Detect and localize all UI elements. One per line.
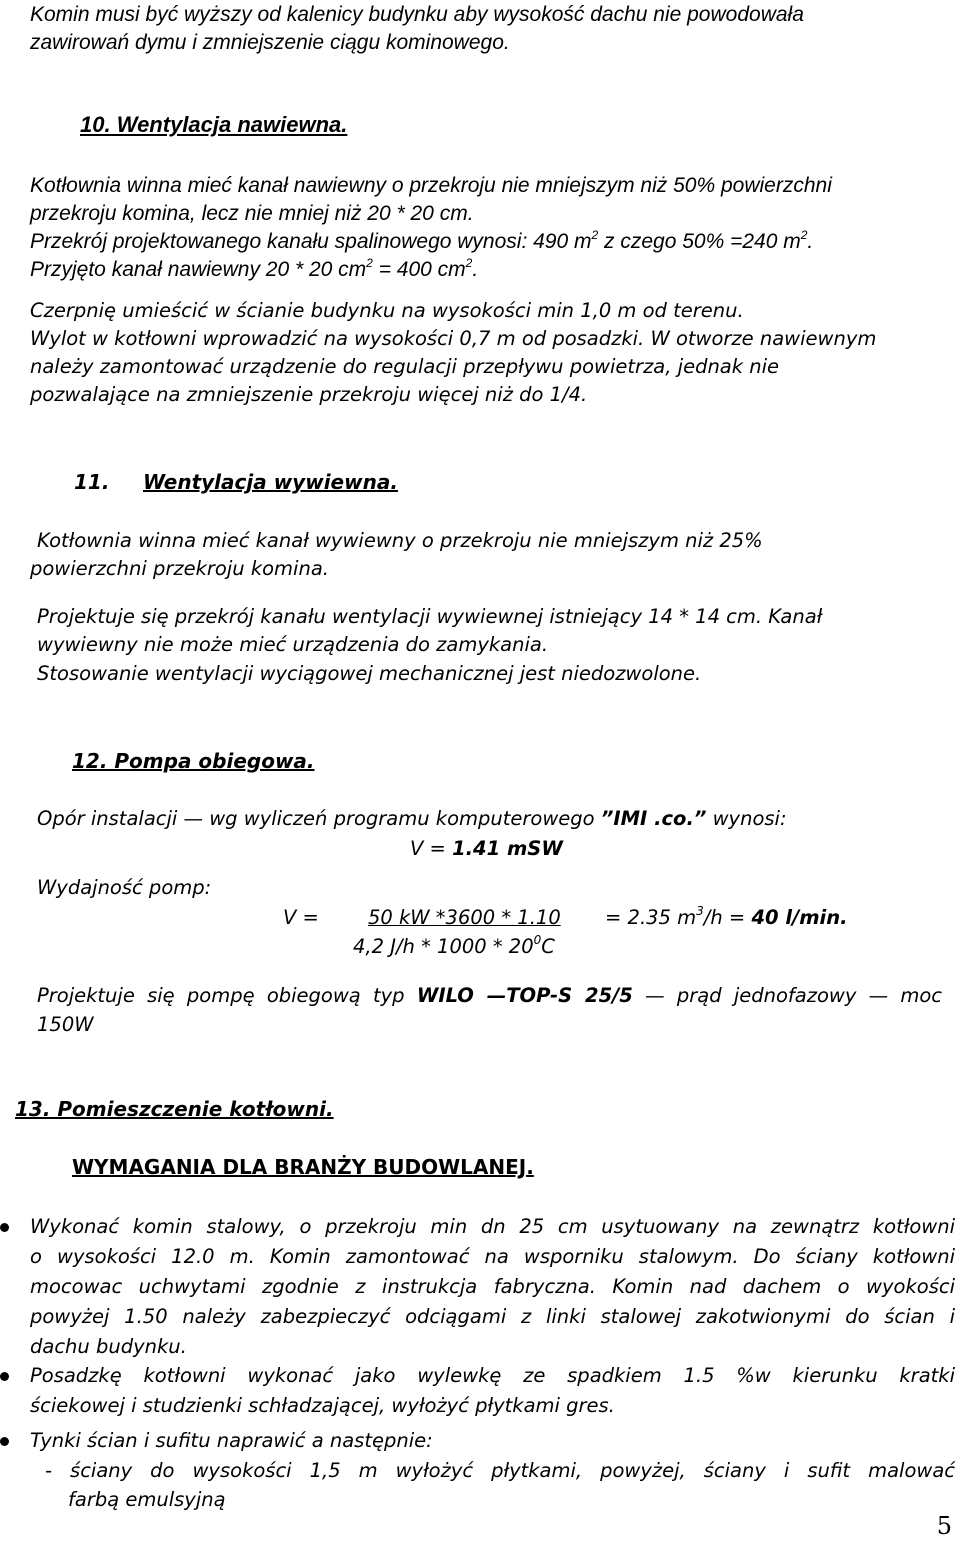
s11-line-4: wywiewny nie może mieć urządzenia do zamykania. (37, 633, 549, 656)
s10-line-2: przekroju komina, lecz nie mniej niż 20 * 20 cm. (30, 202, 474, 225)
bullet-1-line: mocowac uchwytami zgodnie z instrukcja fabryczna. Komin nad dachem o wyokości (30, 1275, 955, 1298)
bullet-2-line: Posadzkę kotłowni wykonać jako wylewkę ze spadkiem 1.5 %w kierunku kratki (30, 1364, 955, 1387)
bullet-1-line: dachu budynku. (30, 1335, 187, 1358)
s10-line-8: pozwalające na zmniejszenie przekroju więcej niż do 1/4. (30, 383, 588, 406)
section-11-heading: Wentylacja wywiewna. (143, 470, 398, 494)
construction-requirements-heading: WYMAGANIA DLA BRANŻY BUDOWLANEJ. (72, 1155, 534, 1179)
s10-line-4: Przyjęto kanał nawiewny 20 * 20 $cm^2 = 400$ $cm^2$. (30, 256, 479, 281)
chimney-line-1: Komin musi być wyższy od kalenicy budynku aby wysokość dachu nie powodowała (30, 3, 804, 26)
bullet-3-subline: farbą emulsyjną (68, 1488, 226, 1511)
bullet-1-line: o wysokości 12.0 m. Komin zamontować na wsporniku stalowym. Do ściany kotłowni (30, 1245, 955, 1268)
s12-resistance-value: V = 1.41 mSW (410, 837, 563, 860)
s10-line-3: Przekrój projektowanego kanału spalinowego wynosi: 490 $m^2$ z czego 50% =240 $m^2$. (30, 228, 814, 253)
s12-pump-line: Projektuje się pompę obiegową typ WILO —TOP-S 25/5 — prąd jednofazowy — moc (37, 984, 943, 1007)
formula-numerator: 50 kW *3600 * 1.10 (368, 906, 561, 929)
bullet-item-floor (0, 1361, 960, 1421)
s10-line-6: Wylot w kotłowni wprowadzić na wysokości 0,7 m od posadzki. W otworze nawiewnym (30, 327, 877, 350)
section-11-number: 11. (74, 470, 110, 494)
bullet-icon (0, 1372, 9, 1381)
s11-line-2: powierzchni przekroju komina. (30, 557, 329, 580)
bullet-item-chimney (0, 1212, 960, 1362)
s11-line-3: Projektuje się przekrój kanału wentylacji wywiewnej istniejący 14 * 14 cm. Kanał (37, 605, 823, 628)
bullet-1-line: powyżej 1.50 należy zabezpieczyć odciągami z linki stalowej zakotwionymi do ścian i (30, 1305, 955, 1328)
s12-pump-power: 150W (37, 1013, 94, 1036)
bullet-icon (0, 1223, 9, 1232)
s10-line-7: należy zamontować urządzenie do regulacji przepływu powietrza, jednak nie (30, 355, 780, 378)
formula-lhs: V = (283, 906, 319, 929)
section-10-heading: 10. Wentylacja nawiewna. (80, 112, 348, 137)
s12-capacity-label: Wydajność pomp: (37, 876, 212, 899)
s11-line-1: Kotłownia winna mieć kanał wywiewny o przekroju nie mniejszym niż 25% (37, 529, 763, 552)
s10-line-1: Kotłownia winna mieć kanał nawiewny o przekroju nie mniejszym niż 50% powierzchni (30, 174, 832, 197)
bullet-icon (0, 1437, 9, 1446)
s10-line-5: Czerpnię umieścić w ścianie budynku na wysokości min 1,0 m od terenu. (30, 299, 744, 322)
chimney-line-2: zawirowań dymu i zmniejszenie ciągu kominowego. (30, 31, 510, 54)
bullet-item-plaster (0, 1426, 960, 1516)
section-13-heading: 13. Pomieszczenie kotłowni. (15, 1097, 334, 1121)
bullet-3-subline: - ściany do wysokości 1,5 m wyłożyć płytkami, powyżej, ściany i sufit malować (45, 1459, 955, 1482)
section-12-heading: 12. Pompa obiegowa. (72, 749, 315, 773)
bullet-2-line: ściekowej i studzienki schładzającej, wyłożyć płytkami gres. (30, 1394, 615, 1417)
formula-denominator: 4,2 $J/h * 1000 * 20^0C$ (353, 933, 555, 958)
s12-resistance-line: Opór instalacji — wg wyliczeń programu komputerowego ”IMI .co.” wynosi: (37, 807, 787, 830)
bullet-3-line: Tynki ścian i sufitu naprawić a następnie: (30, 1429, 433, 1452)
bullet-1-line: Wykonać komin stalowy, o przekroju min dn 25 cm usytuowany na zewnątrz kotłowni (30, 1215, 955, 1238)
s11-line-5: Stosowanie wentylacji wyciągowej mechanicznej jest niedozwolone. (37, 662, 702, 685)
page-number: 5 (936, 1512, 952, 1540)
formula-result: = 2.35 $m^3/h = 40$ l/min. (605, 904, 848, 929)
